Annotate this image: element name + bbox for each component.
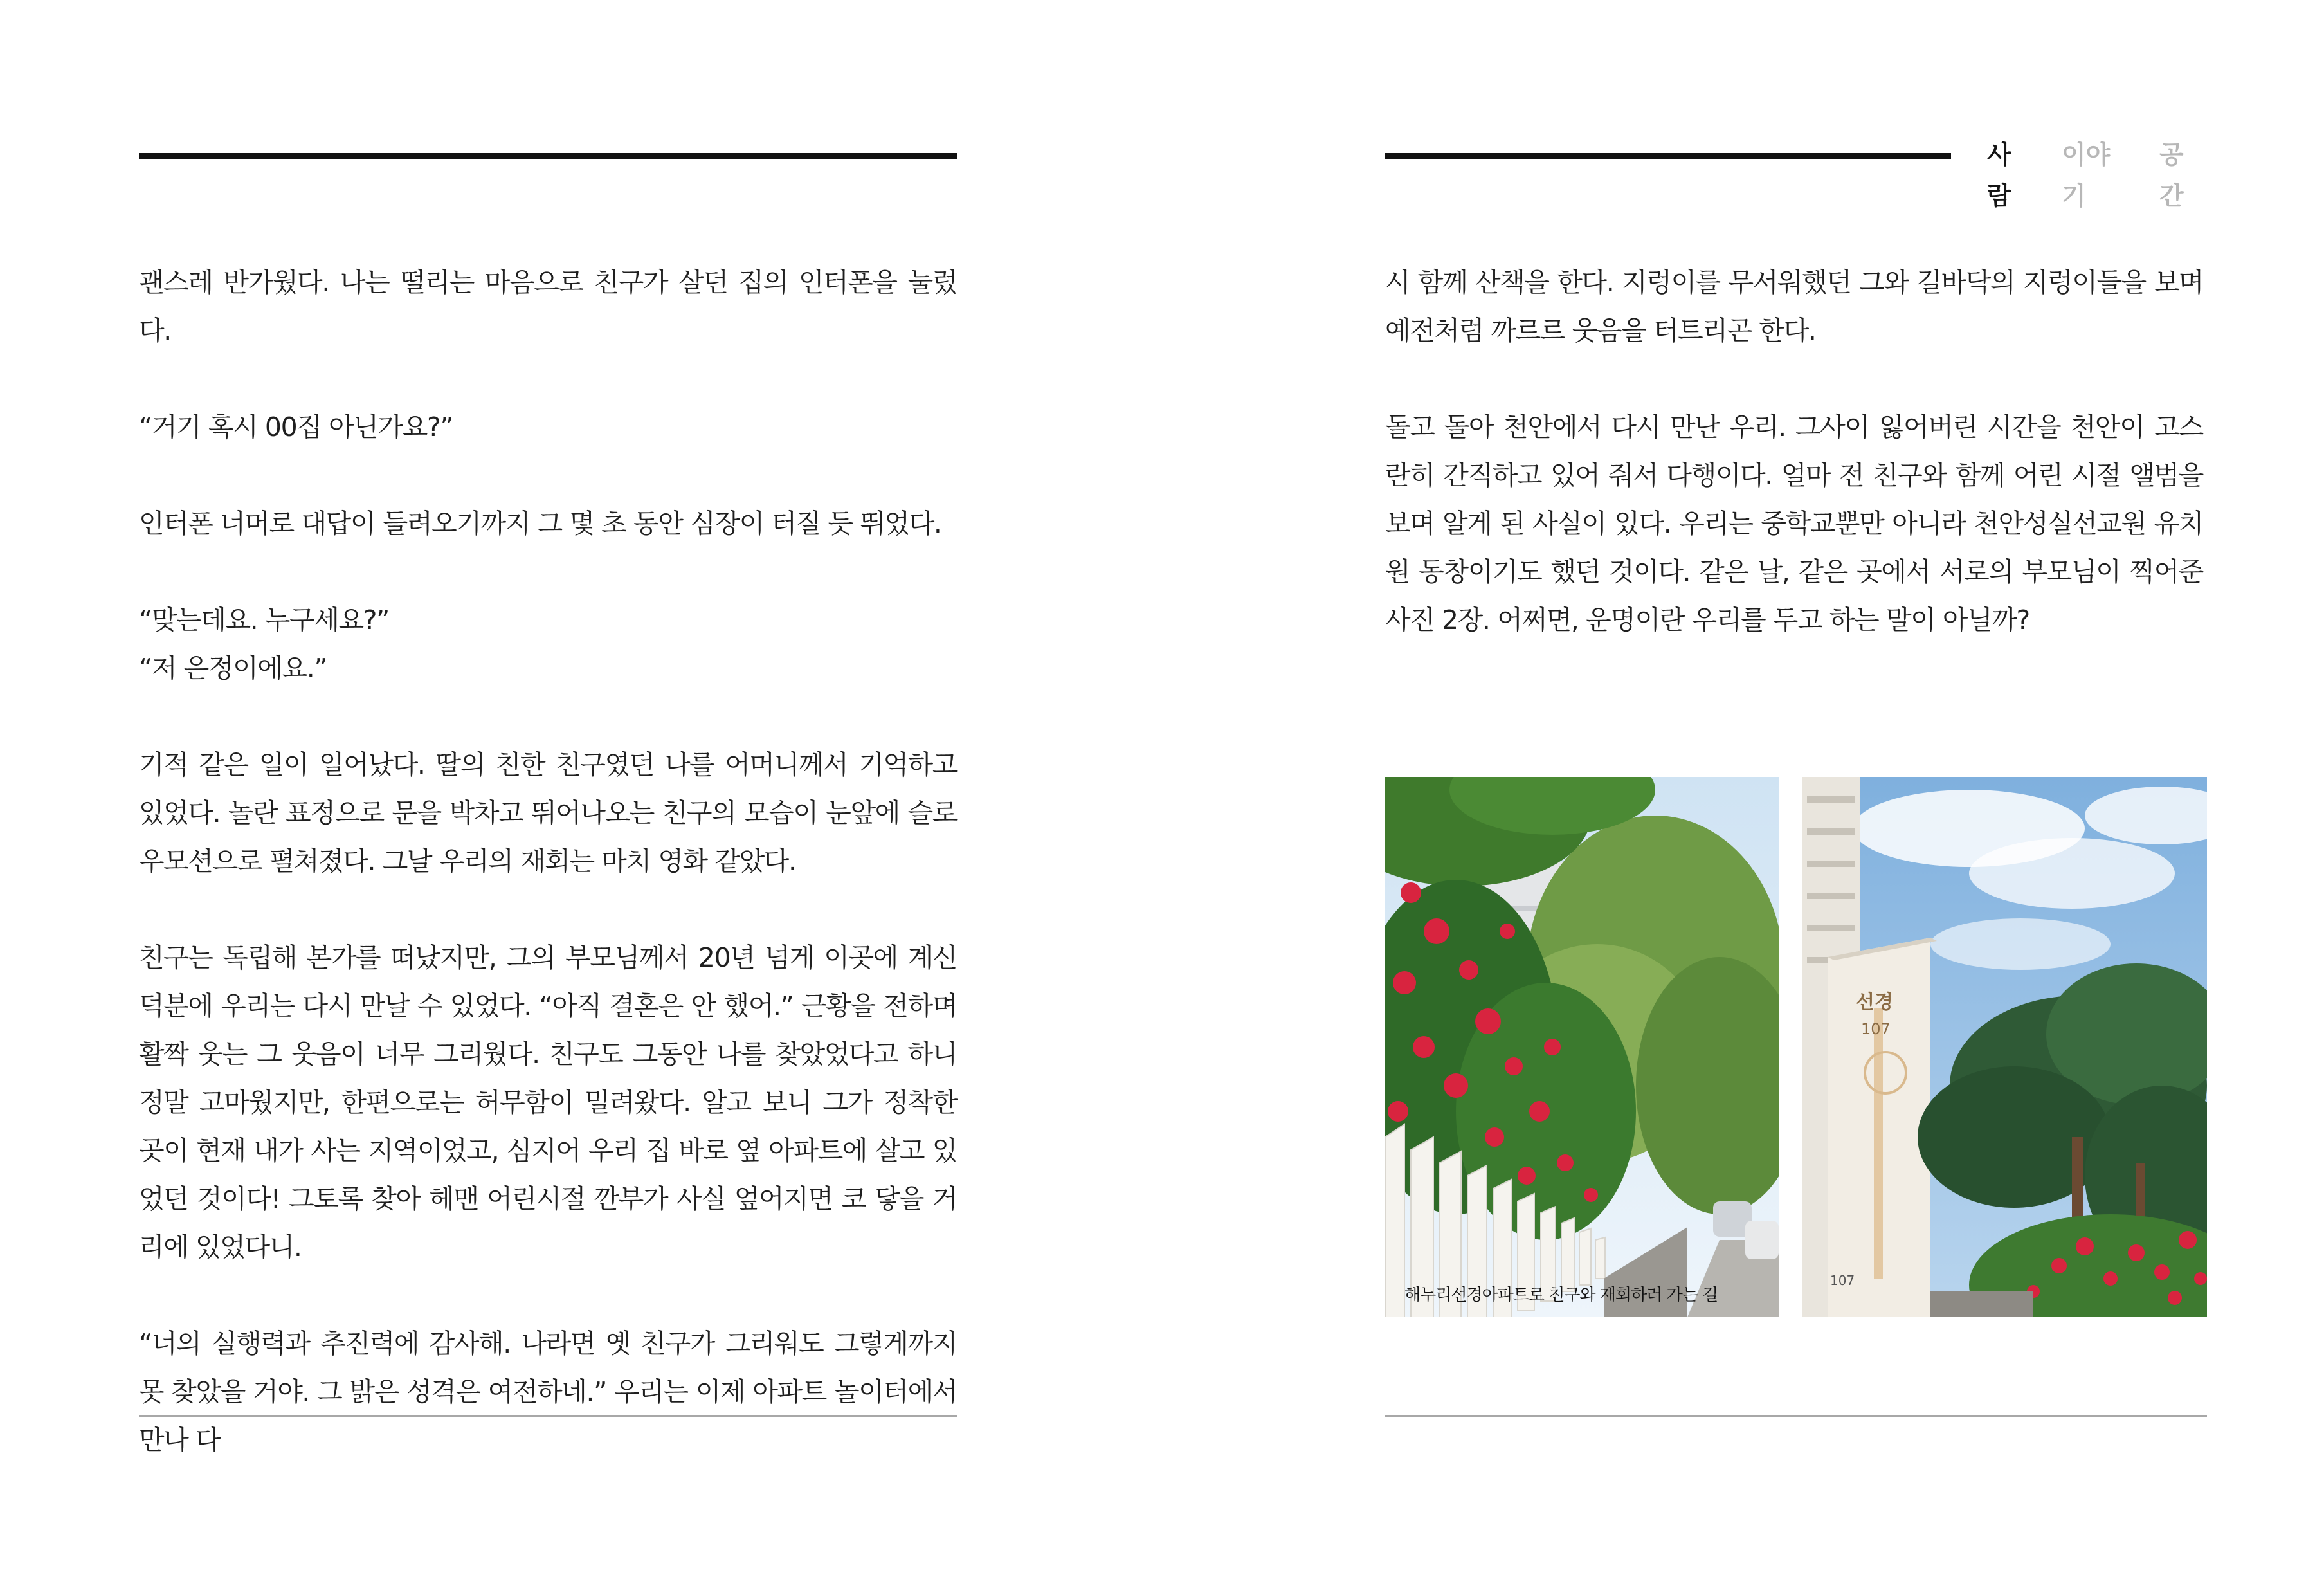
paragraph: “너의 실행력과 추진력에 감사해. 나라면 옛 친구가 그리워도 그렇게까지 못 찾았을 거야. 그 밝은 성격은 여전하네.” 우리는 이제 아파트 놀이터에서 만나 다 [139,1328,957,1455]
paragraph: 괜스레 반가웠다. 나는 떨리는 마음으로 친구가 살던 집의 인터폰을 눌렀다. [139,267,957,346]
building-number-plate: 107 [1830,1273,1855,1288]
dialogue-line: “맞는데요. 누구세요?” [139,605,389,635]
right-top-rule [1385,153,1951,159]
photo-apartment-building [1802,777,2207,1317]
dialogue-line: “저 은정이에요.” [139,653,327,684]
right-bottom-rule [1385,1415,2207,1417]
photo-caption: 해누리선경아파트로 친구와 재회하러 가는 길 [1404,1286,1718,1305]
section-label-people: 사람 [1987,141,2011,211]
svg-text:선경: 선경 [1856,991,1893,1014]
paragraph: 돌고 돌아 천안에서 다시 만난 우리. 그사이 잃어버린 시간을 천안이 고스란히 간직하고 있어 줘서 다행이다. 얼마 전 친구와 함께 어린 시절 앨범을 보며 알게 된 사실이 있다. 우리는 중학교뿐만 아니라 천안성실선교원 유치원 동창이기도 했던 것이다. 같은 날, 같은 곳에서 서로의 부모님이 찍어준 사진 2장. 어쩌면, 운명이란 우리를 두고 하는 말이 아닐까? [1385,412,2203,635]
paragraph: 시 함께 산책을 한다. 지렁이를 무서워했던 그와 길바닥의 지렁이들을 보며 예전처럼 까르르 웃음을 터트리곤 한다. [1385,267,2203,346]
section-label-space: 공간 [2159,141,2184,211]
section-label-story: 이야기 [2062,141,2111,211]
paragraph: “거기 혹시 00집 아닌가요?” [139,412,453,442]
paragraph: 기적 같은 일이 일어났다. 딸의 친한 친구였던 나를 어머니께서 기억하고 있었다. 놀란 표정으로 문을 박차고 뛰어나오는 친구의 모습이 눈앞에 슬로우모션으로 펼쳐졌다. 그날 우리의 재회는 마치 영화 같았다. [139,749,957,877]
left-bottom-rule [139,1415,957,1417]
left-top-rule [139,153,957,159]
paragraph: 인터폰 너머로 대답이 들려오기까지 그 몇 초 동안 심장이 터질 듯 뛰었다. [139,508,941,539]
building-number: 107 [1861,1020,1891,1038]
paragraph: 친구는 독립해 본가를 떠났지만, 그의 부모님께서 20년 넘게 이곳에 계신 덕분에 우리는 다시 만날 수 있었다. “아직 결혼은 안 했어.” 근황을 전하며 활짝 웃는 그 웃음이 너무 그리웠다. 친구도 그동안 나를 찾았었다고 하니 정말 고마웠지만, 한편으로는 허무함이 밀려왔다. 알고 보니 그가 정착한 곳이 현재 내가 사는 지역이었고, 심지어 우리 집 바로 옆 아파트에 살고 있었던 것이다! 그토록 찾아 헤맨 어린시절 깐부가 사실 엎어지면 코 닿을 거리에 있었다니. [139,942,957,1262]
left-page-body [139,259,957,1464]
photo-rose-fence [1385,777,1779,1317]
section-nav [1987,135,2206,217]
right-page-body [1385,259,2203,644]
